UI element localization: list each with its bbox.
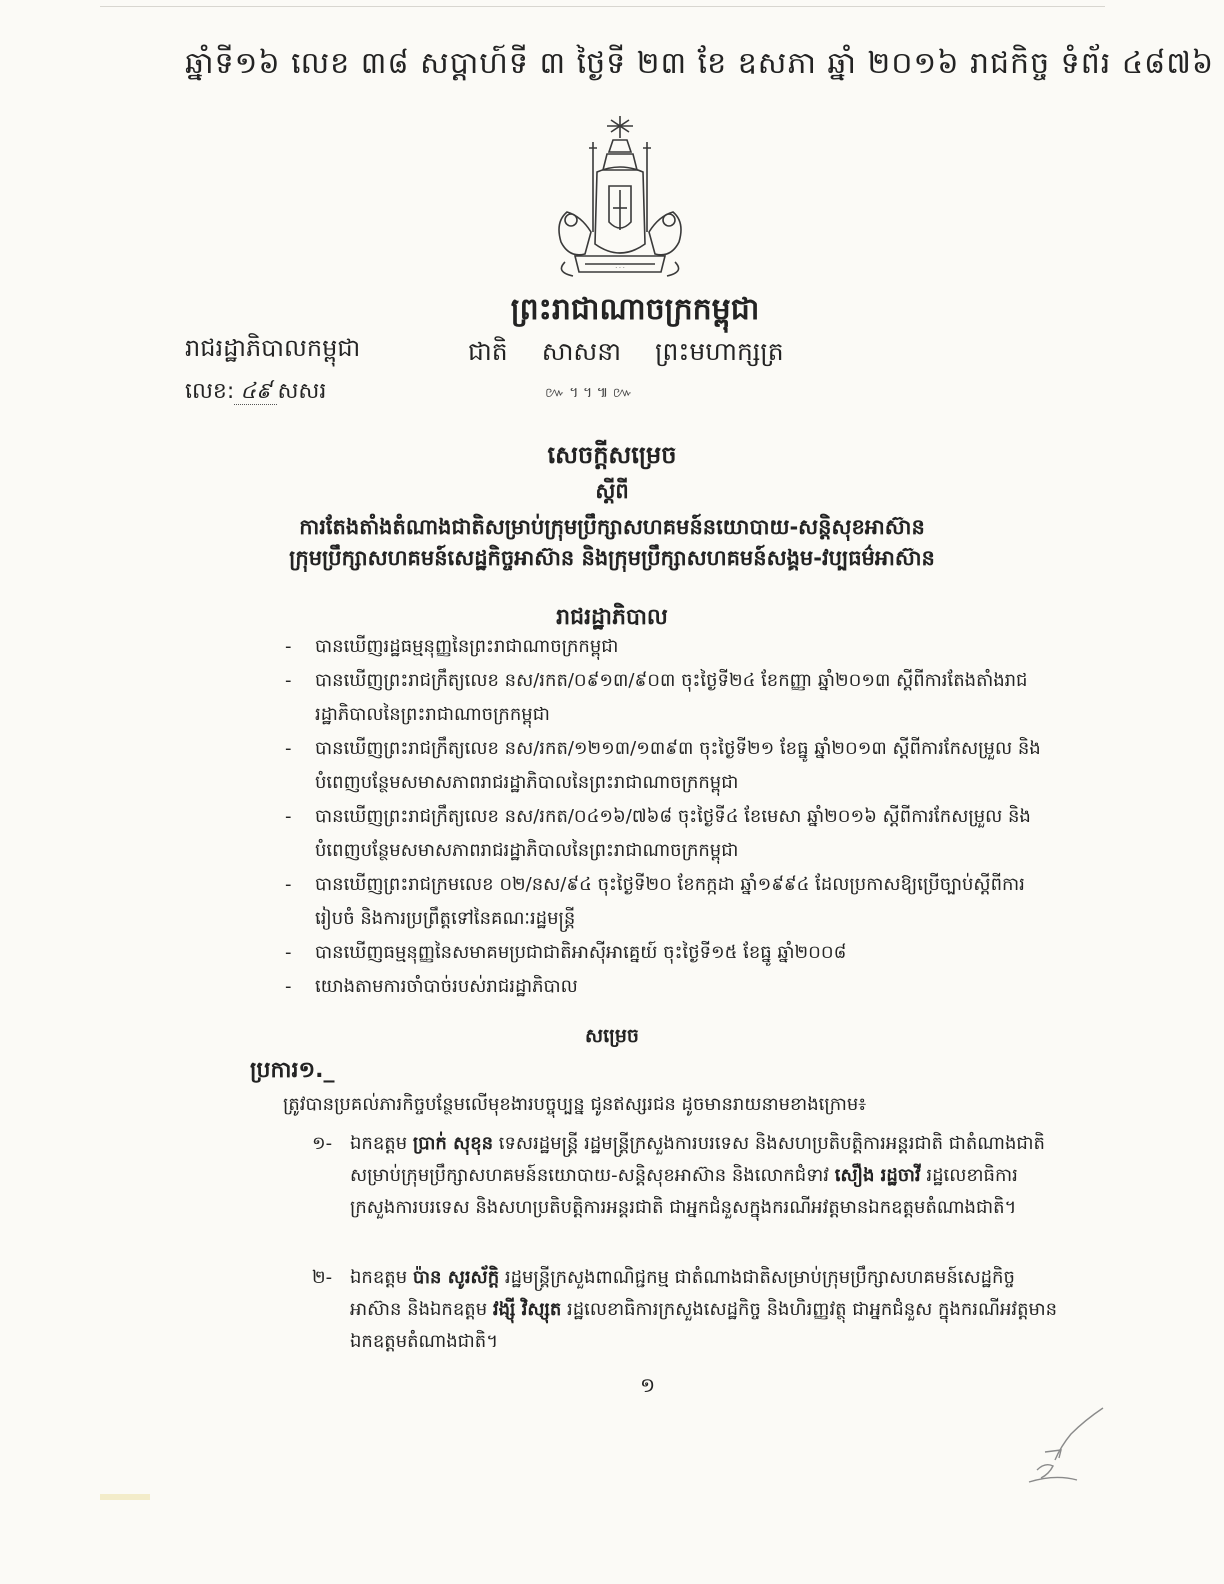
deputy-role: រដ្ឋលេខាធិការក្រសួងការបរទេស និងសហប្រតិបត្តិការអន្តរជាតិ ជាអ្នកជំនួសក្នុងករណីអវត្តមានឯកឧត្តមតំណាងជាតិ។: [350, 1165, 1018, 1218]
item-number: ២-: [312, 1267, 333, 1288]
issuer-name: រាជរដ្ឋាភិបាលកម្ពុជា: [185, 334, 361, 362]
title-about: ស្ដីពី: [595, 479, 629, 503]
document-type-title: សេចក្ដីសម្រេច: [547, 441, 677, 469]
item-prefix: ឯកឧត្តម: [350, 1133, 408, 1154]
document-number: [185, 377, 326, 409]
scan-edge-line: [100, 6, 1105, 7]
visa-item: - បានឃើញព្រះរាជក្រឹត្យលេខ នស/រកត/១២១៣/១៣៩៣ ចុះថ្ងៃទី២១ ខែធ្នូ ឆ្នាំ២០១៣ ស្ដីពីការកែសម្រួល និងបំពេញបន្ថែមសមាសភាពរាជរដ្ឋាភិបាលនៃព្រះរាជាណាចក្រកម្ពុជា: [283, 732, 1063, 800]
appointee-role: រដ្ឋមន្ត្រីក្រសួងពាណិជ្ជកម្ម ជាតំណាងជាតិសម្រាប់ក្រុមប្រឹក្សាសហគមន៍សេដ្ឋកិច្ចអាស៊ាន និងឯកឧត្តម: [350, 1267, 1015, 1320]
visa-item: - យោងតាមការចាំបាច់របស់រាជរដ្ឋាភិបាល: [283, 970, 1063, 1004]
motto-king: ព្រះមហាក្សត្រ: [655, 337, 784, 366]
scan-smudge: [100, 1494, 150, 1500]
appointee-role: ទេសរដ្ឋមន្ត្រី រដ្ឋមន្ត្រីក្រសួងការបរទេស និងសហប្រតិបត្តិការអន្តរជាតិ ជាតំណាងជាតិសម្រាប់ក្រុមប្រឹក្សាសហគមន៍នយោបាយ-សន្តិសុខអាស៊ាន និងលោកជំទាវ: [350, 1133, 1045, 1186]
appointee-item-2: [312, 1262, 1062, 1358]
visa-item: - បានឃើញព្រះរាជក្រឹត្យលេខ នស/រកត/០៤១៦/៧៦៨ ចុះថ្ងៃទី៤ ខែមេសា ឆ្នាំ២០១៦ ស្ដីពីការកែសម្រួល និងបំពេញបន្ថែមសមាសភាពរាជរដ្ឋាភិបាលនៃព្រះរាជាណាចក្រកម្ពុជា: [283, 800, 1063, 868]
government-heading: រាជរដ្ឋាភិបាល: [556, 605, 668, 630]
initials-signature: [1015, 1400, 1115, 1490]
appointee-name: ប៉ាន សូរស័ក្តិ: [412, 1267, 500, 1288]
document-number-suffix: សសរ: [277, 379, 327, 404]
deputy-role: រដ្ឋលេខាធិការក្រសួងសេដ្ឋកិច្ច និងហិរញ្ញវត្ថុ ជាអ្នកជំនួស ក្នុងករណីអវត្តមានឯកឧត្តមតំណាងជាតិ។: [350, 1299, 1058, 1352]
visa-item: - បានឃើញព្រះរាជក្រឹត្យលេខ នស/រកត/០៩១៣/៩០៣ ចុះថ្ងៃទី២៤ ខែកញ្ញា ឆ្នាំ២០១៣ ស្ដីពីការតែងតាំងរាជរដ្ឋាភិបាលនៃព្រះរាជាណាចក្រកម្ពុជា: [283, 664, 1063, 732]
item-number: ១-: [312, 1133, 333, 1154]
decision-heading: សម្រេច: [585, 1025, 639, 1047]
item-prefix: ឯកឧត្តម: [350, 1267, 408, 1288]
visa-item: - បានឃើញព្រះរាជក្រមលេខ ០២/នស/៩៤ ចុះថ្ងៃទី២០ ខែកក្កដា ឆ្នាំ១៩៩៤ ដែលប្រកាសឱ្យប្រើច្បាប់ស្ដីពីការរៀបចំ និងការប្រព្រឹត្តទៅនៃគណៈរដ្ឋមន្ត្រី: [283, 868, 1063, 936]
svg-text:· · ·: · · ·: [615, 265, 625, 272]
visa-item: - បានឃើញរដ្ឋធម្មនុញ្ញនៃព្រះរាជាណាចក្រកម្ពុជា: [283, 630, 1063, 664]
subject-line-2: ក្រុមប្រឹក្សាសហគមន៍សេដ្ឋកិច្ចអាស៊ាន និងក្រុមប្រឹក្សាសហគមន៍សង្គម-វប្បធម៌អាស៊ាន: [289, 546, 935, 570]
visa-item: - បានឃើញធម្មនុញ្ញនៃសមាគមប្រជាជាតិអាស៊ីអាគ្នេយ៍ ចុះថ្ងៃទី១៥ ខែធ្នូ ឆ្នាំ២០០៨: [283, 936, 1063, 970]
document-number-value: ៤៩: [234, 379, 277, 405]
subject-line-1: ការតែងតាំងតំណាងជាតិសម្រាប់ក្រុមប្រឹក្សាសហគមន៍នយោបាយ-សន្តិសុខអាស៊ាន: [299, 515, 925, 539]
visa-list: [283, 630, 1063, 1004]
motto-nation: ជាតិ: [468, 337, 508, 366]
appointee-name: ប្រាក់ សុខុន: [412, 1133, 494, 1154]
page-number: ១: [640, 1373, 656, 1397]
gazette-header: ឆ្នាំទី១៦ លេខ ៣៨ សប្ដាហ៍ទី ៣ ថ្ងៃទី ២៣ ខែ ឧសភា ឆ្នាំ ២០១៦ រាជកិច្ច ទំព័រ ៤៨៧៦: [185, 46, 1215, 81]
ornament-divider: ៚ ។ ។ ៕ ៚: [545, 385, 633, 401]
appointee-item-1: [312, 1128, 1062, 1224]
royal-emblem-icon: [545, 112, 695, 290]
deputy-name: សឿង រដ្ឋចាវី: [834, 1165, 921, 1186]
motto-religion: សាសនា: [541, 337, 622, 366]
article-1-label: ប្រការ១._: [250, 1058, 335, 1083]
article-1-intro: ត្រូវបានប្រគល់ភារកិច្ចបន្ថែមលើមុខងារបច្ចុប្បន្ន ជូនឥស្សរជន ដូចមានរាយនាមខាងក្រោម៖: [283, 1094, 867, 1115]
document-number-label: លេខ:: [185, 379, 235, 404]
deputy-name: វង្ស៊ី វិស្សុត: [492, 1299, 562, 1320]
kingdom-name: ព្រះរាជាណាចក្រកម្ពុជា: [510, 292, 760, 327]
national-motto: [468, 337, 828, 373]
